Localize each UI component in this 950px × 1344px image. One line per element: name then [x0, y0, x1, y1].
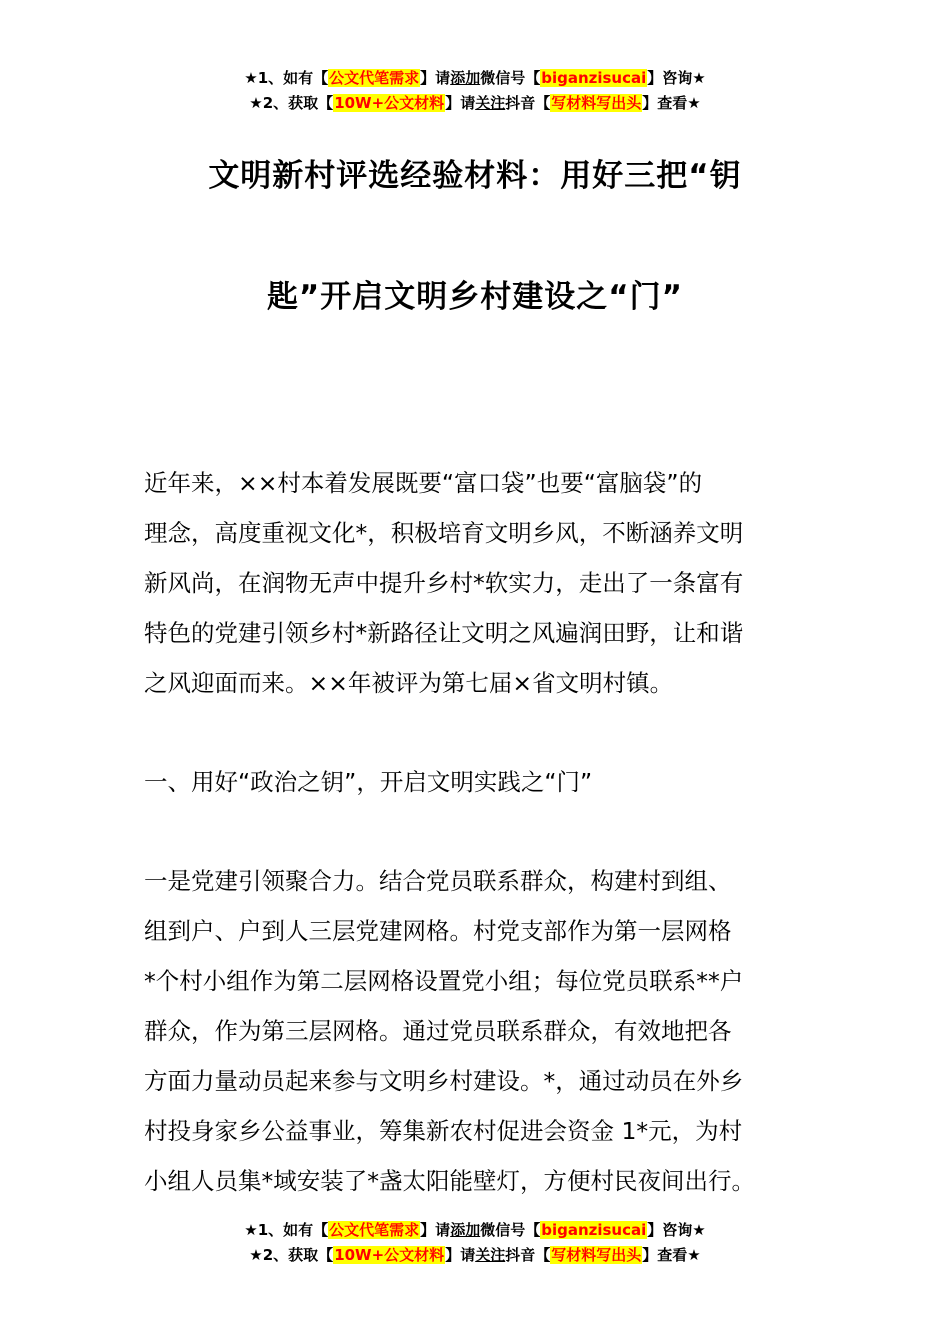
section-heading-1 [144, 757, 824, 807]
banner-text: ★1、如有【 [244, 1221, 329, 1239]
section-heading-text: 一、用好“政治之钥”，开启文明实践之“门” [144, 768, 593, 796]
section-1-paragraph [144, 856, 824, 1206]
banner-text: 】请 [445, 94, 476, 112]
banner-line-2 [0, 91, 950, 116]
footer-banner [0, 1218, 950, 1268]
document-title-line-1: 文明新村评选经验材料：用好三把“钥 [208, 158, 742, 194]
banner-highlight: 10W+公文材料 [334, 94, 445, 112]
banner-highlight: 公文代笔需求 [329, 69, 420, 87]
intro-paragraph [144, 458, 824, 708]
header-banner [0, 66, 950, 116]
banner-text: ★1、如有【 [244, 69, 329, 87]
banner-text: ★2、获取【 [249, 94, 334, 112]
paragraph-line: 特色的党建引领乡村*新路径让文明之风遍润田野，让和谐 [144, 619, 744, 647]
banner-underline: 关注 [475, 94, 506, 112]
paragraph-line: 一是党建引领聚合力。结合党员联系群众，构建村到组、 [144, 867, 732, 895]
banner-text: 】请 [420, 69, 451, 87]
banner-highlight: 10W+公文材料 [334, 1246, 445, 1264]
banner-text: 】请 [420, 1221, 451, 1239]
banner-text: 微信号【 [480, 69, 541, 87]
banner-text: ★2、获取【 [249, 1246, 334, 1264]
banner-wechat-id: biganzisucai [541, 69, 647, 87]
banner-text: 微信号【 [480, 1221, 541, 1239]
paragraph-line: 组到户、户到人三层党建网格。村党支部作为第一层网格 [144, 917, 732, 945]
banner-text: 】请 [445, 1246, 476, 1264]
banner-text: 】查看★ [642, 1246, 701, 1264]
banner-wechat-id: biganzisucai [541, 1221, 647, 1239]
banner-line-1 [0, 66, 950, 91]
paragraph-line: 近年来，××村本着发展既要“富口袋”也要“富脑袋”的 [144, 469, 703, 497]
banner-underline: 添加 [450, 69, 481, 87]
banner-text: 抖音【 [505, 94, 551, 112]
banner-underline: 添加 [450, 1221, 481, 1239]
paragraph-line: 群众，作为第三层网格。通过党员联系群众，有效地把各 [144, 1017, 732, 1045]
paragraph-line: 方面力量动员起来参与文明乡村建设。*，通过动员在外乡 [144, 1067, 744, 1095]
paragraph-line: 之风迎面而来。××年被评为第七届×省文明村镇。 [144, 669, 674, 697]
banner-text: 】咨询★ [647, 69, 706, 87]
paragraph-line: *个村小组作为第二层网格设置党小组；每位党员联系**户 [144, 967, 744, 995]
banner-highlight: 公文代笔需求 [329, 1221, 420, 1239]
banner-line-1 [0, 1218, 950, 1243]
paragraph-line: 新风尚，在润物无声中提升乡村*软实力，走出了一条富有 [144, 569, 744, 597]
paragraph-line: 理念，高度重视文化*，积极培育文明乡风，不断涵养文明 [144, 519, 744, 547]
banner-text: 】查看★ [642, 94, 701, 112]
banner-line-2 [0, 1243, 950, 1268]
paragraph-line: 村投身家乡公益事业，筹集新农村促进会资金 1*元，为村 [144, 1117, 743, 1145]
banner-text: 抖音【 [505, 1246, 551, 1264]
banner-underline: 关注 [475, 1246, 506, 1264]
banner-douyin-id: 写材料写出头 [551, 1246, 642, 1264]
banner-text: 】咨询★ [647, 1221, 706, 1239]
paragraph-line: 小组人员集*域安装了*盏太阳能壁灯，方便村民夜间出行。 [144, 1167, 755, 1195]
banner-douyin-id: 写材料写出头 [551, 94, 642, 112]
document-title-line-2: 匙”开启文明乡村建设之“门” [266, 279, 684, 315]
